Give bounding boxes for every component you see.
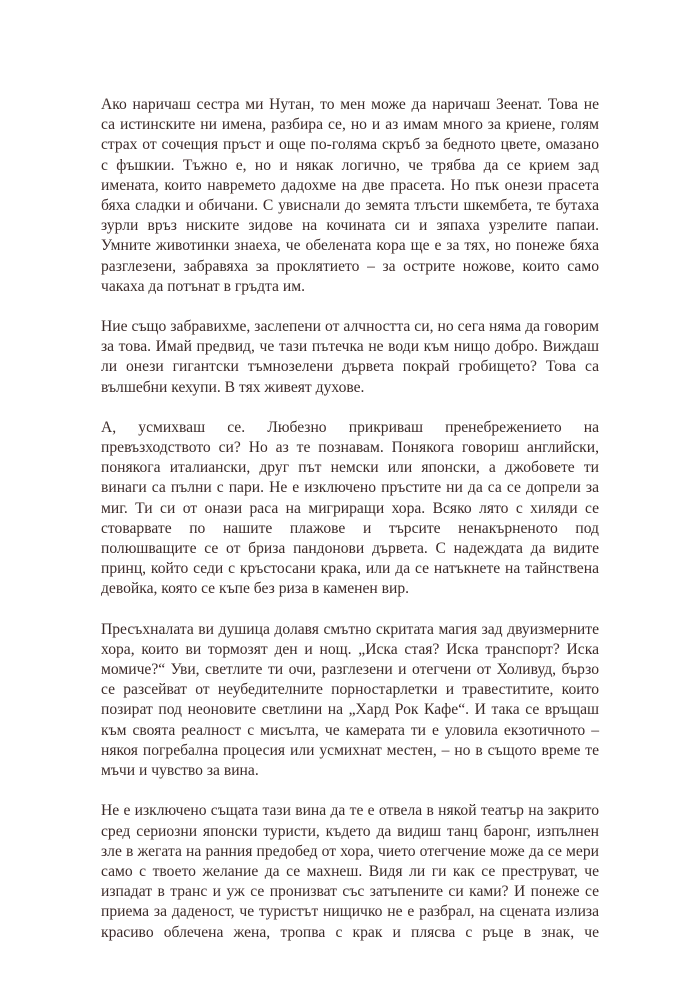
text-line: бяха сладки и обичани. С увиснали до земята тлъсти шкембета, те бутаха	[101, 197, 599, 215]
text-line: позират под неоновите светлини на „Хард Рок Кафе“. И така се връщаш	[101, 701, 599, 719]
text-line: Не е изключено същата тази вина да те е отвела в някой театър на закрито	[101, 802, 599, 820]
text-line: понякога италиански, друг път немски или японски, а джобовете ти	[101, 459, 599, 477]
text-line: имената, които навремето дадохме на две прасета. Но пък онези прасета	[101, 176, 599, 194]
text-line: изпадат в транс и уж се пронизват със затъпените си ками? И понеже се	[101, 883, 599, 901]
text-line: сред сериозни японски туристи, където да видиш танц баронг, изпълнен	[101, 822, 599, 840]
text-line: за това. Имай предвид, че тази пътечка не води към нищо добро. Виждаш	[101, 338, 599, 356]
document-page	[101, 95, 599, 963]
text-line: вълшебни кехупи. В тях живеят духове.	[101, 378, 365, 396]
text-line: превъзходството си? Но аз те познавам. Понякога говориш английски,	[101, 439, 599, 457]
paragraph-5	[101, 801, 599, 942]
paragraph-1	[101, 95, 599, 297]
text-line: разглезени, забравяха за проклятието – за острите ножове, които само	[101, 257, 599, 275]
text-line: ли онези гигантски тъмнозелени дървета покрай гробището? Това са	[101, 358, 599, 376]
text-line: А, усмихваш се. Любезно прикриваш пренебрежението на	[101, 418, 599, 436]
text-line: винаги са пълни с пари. Не е изключено пръстите ни да са се допрели за	[101, 479, 599, 497]
text-line: чакаха да потънат в гръдта им.	[101, 277, 305, 295]
text-line: са истинските ни имена, разбира се, но и аз имам много за криене, голям	[101, 116, 599, 134]
text-line: някоя погребална процесия или усмихнат местен, – но в същото време те	[101, 741, 599, 759]
text-line: Пресъхналата ви душица долавя смътно скритата магия зад двуизмерните	[101, 620, 599, 638]
text-line: мъчи и чувство за вина.	[101, 762, 259, 780]
text-line: зурли връз ниските зидове на кочината си и зяпаха узрелите папаи.	[101, 217, 599, 235]
text-line: девойка, която се къпе без риза в каменен вир.	[101, 580, 410, 598]
text-line: към своята реалност с мисълта, че камерата ти е уловила екзотичното –	[101, 721, 599, 739]
text-line: стоварвате по нашите плажове и търсите ненакърненото под	[101, 519, 599, 537]
text-line: само с твоето желание да се махнеш. Видя ли ги как се преструват, че	[101, 862, 599, 880]
text-line: зле в жегата на ранния предобед от хора, чието отегчение може да се мери	[101, 842, 599, 860]
text-line: страх от сочещия пръст и още по-голяма скръб за бедното цвете, омазано	[101, 136, 599, 154]
text-line: Ако наричаш сестра ми Нутан, то мен може да наричаш Зеенат. Това не	[101, 96, 599, 113]
text-line: хора, които ви тормозят ден и нощ. „Иска стая? Иска транспорт? Иска	[101, 640, 599, 658]
paragraph-3	[101, 418, 599, 600]
paragraph-2	[101, 317, 599, 398]
text-line: Ние също забравихме, заслепени от алчността си, но сега няма да говорим	[101, 318, 599, 336]
text-line: момиче?“ Уви, светлите ти очи, разглезени и отегчени от Холивуд, бързо	[101, 661, 599, 679]
text-line: приема за даденост, че туристът нищичко не е разбрал, на сцената излиза	[101, 903, 599, 921]
paragraph-4	[101, 620, 599, 782]
text-line: красиво облечена жена, тропва с крак и плясва с ръце в знак, че	[101, 923, 599, 941]
text-line: се разсейват от неубедителните порностарлетки и травеститите, които	[101, 681, 599, 699]
text-line: миг. Ти си от онази раса на мигриращи хора. Всяко лято с хиляди се	[101, 499, 599, 517]
text-line: Умните животинки знаеха, че обелената кора ще е за тях, но понеже бяха	[101, 237, 599, 255]
text-line: принц, който седи с кръстосани крака, или да се натъкнете на тайнствена	[101, 560, 599, 578]
text-line: с фъшкии. Тъжно е, но и някак логично, че трябва да се крием зад	[101, 156, 599, 174]
text-line: полюшващите се от бриза пандонови дървета. С надеждата да видите	[101, 540, 599, 558]
